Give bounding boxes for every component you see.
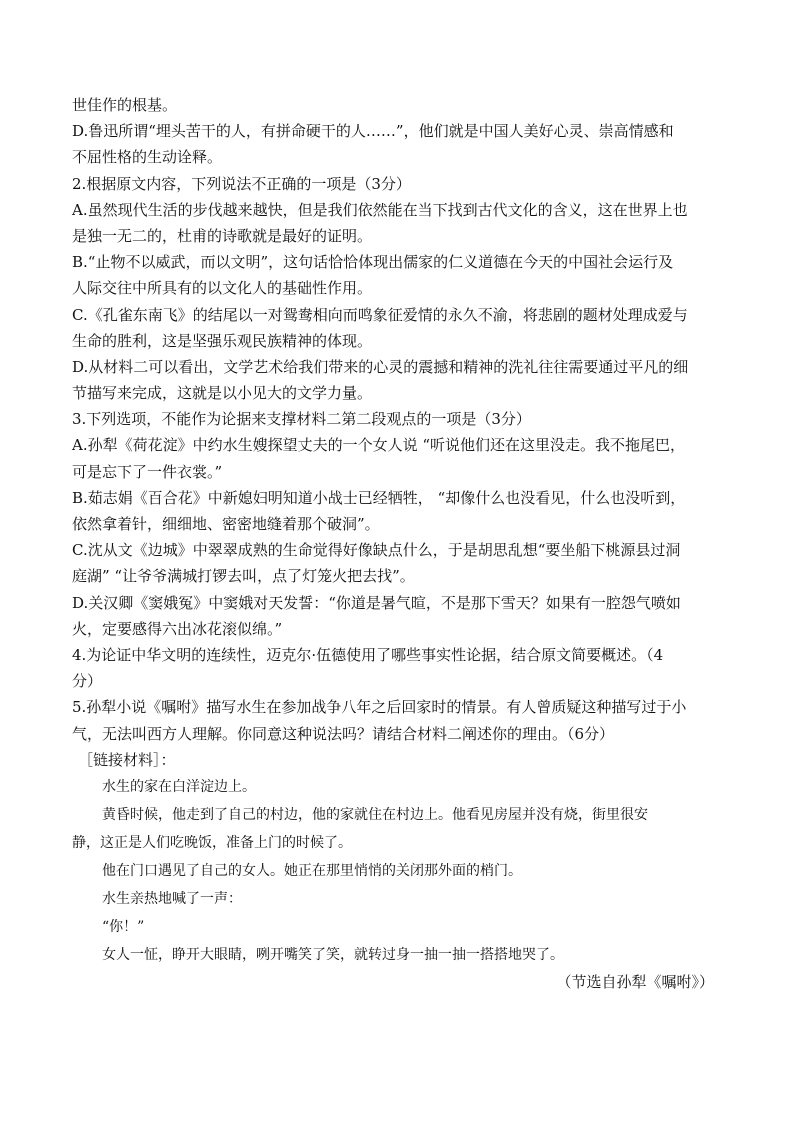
text-line: 世佳作的根基。 (72, 96, 178, 114)
option-b-line: B.茹志娟《百合花》中新媳妇明知道小战士已经牺牲， “却像什么也没看见，什么也没听到， (72, 488, 686, 507)
option-d-line: D.从材料二可以看出，文学艺术给我们带来的心灵的震撼和精神的洗礼往往需要通过平凡的细 (72, 357, 689, 376)
question-4: 4.为论证中华文明的连续性，迈克尔·伍德使用了哪些事实性论据，结合原文简要概述。（4 (72, 645, 664, 664)
text-line: 庭湖” “让爷爷满城打锣去叫，点了灯笼火把去找”。 (72, 567, 415, 586)
excerpt-line: 水生的家在白洋淀边上。 (102, 778, 256, 795)
text-line: 火，定要感得六出冰花滚似绵。” (72, 619, 283, 638)
excerpt-line: 水生亲热地喊了一声： (102, 890, 242, 907)
text-line: 依然拿着针，细细地、密密地缝着那个破洞”。 (72, 515, 380, 533)
excerpt-line: 他在门口遇见了自己的女人。她正在那里悄悄的关闭那外面的梢门。 (102, 862, 522, 879)
option-a-line: A.虽然现代生活的步伐越来越快，但是我们依然能在当下找到古代文化的含义，这在世界上也 (72, 200, 688, 219)
question-5: 5.孙犁小说《嘱咐》描写水生在参加战争八年之后回家时的情景。有人曾质疑这种描写过于小 (72, 698, 687, 717)
text-line: 不屈性格的生动诠释。 (72, 148, 223, 167)
question-2: 2.根据原文内容，下列说法不正确的一项是（3分） (72, 174, 411, 193)
main-text-block (72, 92, 724, 747)
text-line: 分） (72, 672, 103, 691)
option-c-line: C.《孔雀东南飞》的结尾以一对鸳鸯相向而鸣象征爱情的永久不渝，将悲剧的题材处理成爱与 (72, 305, 688, 324)
option-d-line: D.关汉卿《窦娥冤》中窦娥对天发誓：“你道是暑气暄，不是那下雪天？如果有一腔怨气喷如 (72, 593, 681, 612)
excerpt-block (72, 773, 724, 969)
excerpt-line: 女人一怔，睁开大眼睛，咧开嘴笑了笑，就转过身一抽一抽一搭搭地哭了。 (102, 946, 564, 963)
text-line: 可是忘下了一件衣裳。” (72, 462, 223, 481)
text-line: 是独一无二的，杜甫的诗歌就是最好的证明。 (72, 226, 373, 245)
option-a-line: A.孙犁《荷花淀》中约水生嫂探望丈夫的一个女人说 “听说他们还在这里没走。我不拖尾巴， (72, 436, 686, 455)
source-note: （节选自孙犁《嘱咐》） (556, 972, 714, 991)
excerpt-line: 静，这正是人们吃晚饭，准备上门的时候了。 (72, 834, 352, 851)
text-line: 节描写来完成，这就是以小见大的文学力量。 (72, 384, 373, 403)
link-material-heading: ［链接材料］： (78, 750, 176, 769)
text-line: 生命的胜利，这是坚强乐观民族精神的体现。 (72, 331, 373, 350)
option-c-line: C.沈从文《边城》中翠翠成熟的生命觉得好像缺点什么，于是胡思乱想“要坐船下桃源县过洞 (72, 541, 681, 560)
document-page (72, 92, 724, 995)
excerpt-line: “你！” (102, 918, 145, 935)
question-3: 3.下列选项，不能作为论据来支撑材料二第二段观点的一项是（3分） (72, 410, 531, 429)
text-line: 人际交往中所具有的以文化人的基础性作用。 (72, 279, 373, 298)
text-line: 气，无法叫西方人理解。你同意这种说法吗？请结合材料二阐述你的理由。（6分） (72, 724, 615, 743)
option-b-line: B.“止物不以威武，而以文明”，这句话恰恰体现出儒家的仁义道德在今天的中国社会运行及 (72, 253, 674, 272)
excerpt-line: 黄昏时候，他走到了自己的村边，他的家就住在村边上。他看见房屋并没有烧，街里很安 (102, 806, 648, 823)
option-d-line: D.鲁迅所谓“埋头苦干的人，有拼命硬干的人……”，他们就是中国人美好心灵、崇高情感和 (72, 122, 674, 141)
